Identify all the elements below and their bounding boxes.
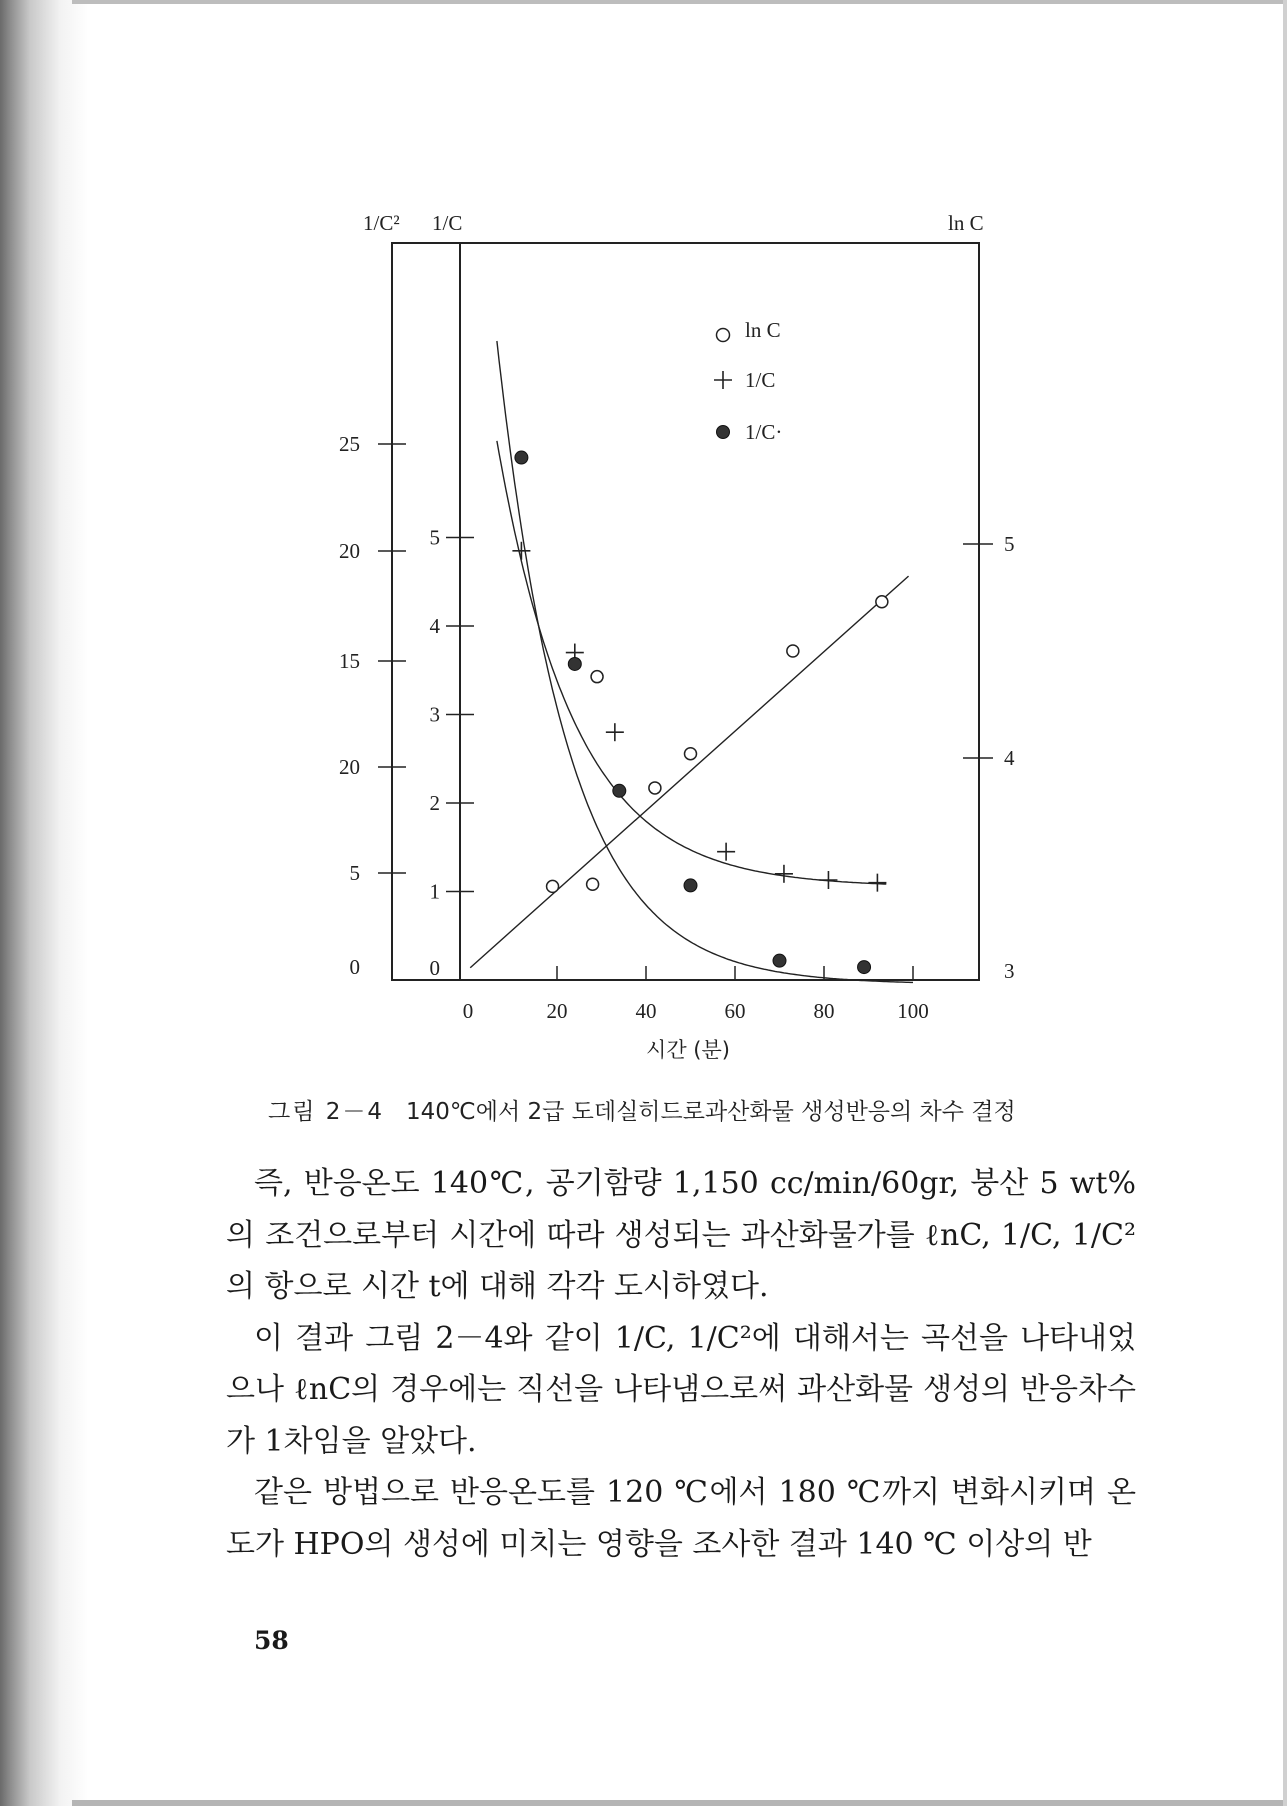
ln-c-point bbox=[587, 878, 599, 890]
ln-c-point bbox=[787, 645, 799, 657]
axis-header-outer: 1/C² bbox=[363, 211, 400, 235]
inverse-c-point bbox=[868, 874, 886, 892]
inverse-c-squared-fit-curve bbox=[497, 341, 913, 982]
legend-label: 1/C bbox=[745, 368, 776, 392]
ln-c-point bbox=[649, 782, 661, 794]
right-y-tick-label: 5 bbox=[1004, 532, 1015, 556]
ln-c-point bbox=[876, 596, 888, 608]
inverse-c-squared-point bbox=[515, 451, 528, 464]
inverse-c-point bbox=[775, 865, 793, 883]
outer-y-tick-label: 20 bbox=[339, 539, 360, 563]
x-tick-label: 80 bbox=[813, 999, 835, 1023]
inverse-c-point bbox=[717, 843, 735, 861]
inverse-c-squared-point bbox=[684, 879, 697, 892]
legend-label: 1/C· bbox=[745, 420, 783, 444]
x-tick-label: 60 bbox=[724, 999, 746, 1023]
outer-y-tick-label: 5 bbox=[349, 861, 360, 885]
legend bbox=[714, 318, 782, 444]
x-tick-label: 20 bbox=[546, 999, 568, 1023]
inverse-c-squared-point bbox=[773, 954, 786, 967]
figure-caption bbox=[268, 1093, 1168, 1126]
caption-text: 140℃에서 2급 도데실히드로과산화물 생성반응의 차수 결정 bbox=[406, 1099, 1016, 1125]
outer-y-tick-label: 25 bbox=[339, 432, 360, 456]
page-number: 58 bbox=[254, 1626, 289, 1655]
inner-y-tick-label: 2 bbox=[429, 791, 440, 815]
ln-c-point bbox=[547, 880, 559, 892]
inverse-c-squared-point bbox=[568, 657, 581, 670]
data-points bbox=[512, 451, 887, 974]
outer-y-tick-label: 15 bbox=[339, 649, 360, 673]
legend-filled-circle-icon bbox=[717, 426, 730, 439]
axis-ticks bbox=[339, 432, 1015, 1023]
paragraph: 즉, 반응온도 140℃, 공기함량 1,150 cc/min/60gr, 붕산 5 wt% 의 조건으로부터 시간에 따라 생성되는 과산화물가를 ℓnC, 1/C, 1/C²의 항으로 시간 t에 대해 각각 도시하였다. bbox=[226, 1166, 1136, 1304]
inner-y-tick-label: 1 bbox=[429, 879, 440, 904]
inner-y-tick-label: 0 bbox=[429, 956, 440, 980]
paragraph: 같은 방법으로 반응온도를 120 ℃에서 180 ℃까지 변화시키며 온도가 HPO의 생성에 미치는 영향을 조사한 결과 140 ℃ 이상의 반 bbox=[226, 1475, 1136, 1562]
inverse-c-squared-point bbox=[858, 961, 871, 974]
ln-c-fit-line bbox=[470, 576, 908, 968]
plot-frame bbox=[392, 243, 979, 980]
inner-y-tick-label: 3 bbox=[429, 702, 440, 727]
body-text bbox=[226, 1158, 1136, 1570]
legend-open-circle-icon bbox=[717, 329, 730, 342]
right-y-tick-label: 4 bbox=[1004, 746, 1015, 770]
paragraph: 이 결과 그림 2－4와 같이 1/C, 1/C²에 대해서는 곡선을 나타내었으나 ℓnC의 경우에는 직선을 나타냄으로써 과산화물 생성의 반응차수가 1차임을 알았다. bbox=[226, 1320, 1136, 1459]
x-tick-label: 0 bbox=[462, 999, 474, 1023]
x-axis-label: 시간 (분) bbox=[646, 1038, 730, 1062]
inverse-c-point bbox=[606, 723, 624, 741]
ln-c-point bbox=[591, 671, 603, 683]
inverse-c-squared-point bbox=[613, 784, 626, 797]
inverse-c-point bbox=[512, 542, 530, 560]
x-tick-label: 100 bbox=[897, 999, 929, 1023]
caption-label: 그림 2－4 bbox=[268, 1099, 385, 1125]
axis-header-right: ln C bbox=[948, 211, 984, 235]
inner-y-tick-label: 5 bbox=[429, 525, 440, 550]
right-y-tick-label: 3 bbox=[1004, 959, 1015, 983]
inverse-c-point bbox=[819, 871, 837, 889]
legend-label: ln C bbox=[745, 318, 781, 342]
ln-c-point bbox=[685, 748, 697, 760]
outer-y-tick-label: 0 bbox=[349, 955, 360, 979]
x-tick-label: 40 bbox=[635, 999, 657, 1023]
page-bottom-edge bbox=[72, 1800, 1287, 1806]
inverse-c-fit-curve bbox=[497, 441, 886, 884]
outer-y-tick-label: 20 bbox=[339, 755, 360, 779]
axis-header-inner: 1/C bbox=[432, 211, 463, 235]
inner-y-tick-label: 4 bbox=[429, 614, 440, 638]
